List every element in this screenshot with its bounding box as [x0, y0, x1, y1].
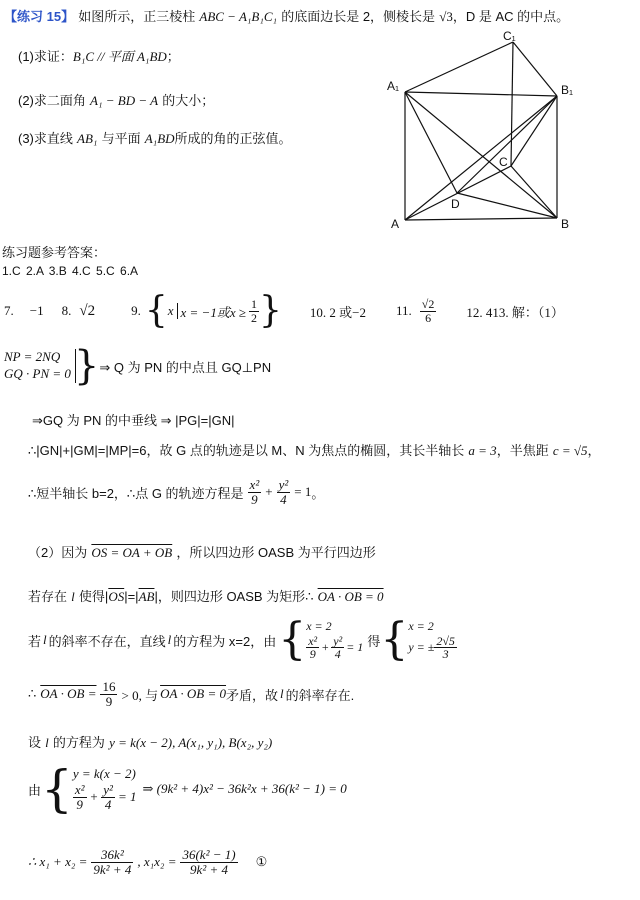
- sys3-y-frac: [101, 783, 115, 811]
- brace-right: }: [259, 290, 282, 331]
- edge-a1b1: [405, 92, 557, 96]
- q2-label: (2)求二面角: [18, 93, 86, 108]
- set-line-l: [28, 732, 272, 751]
- plus-sign: +: [265, 484, 273, 500]
- ellipse-eq: = 1: [294, 484, 312, 500]
- no-slope-line: [28, 614, 457, 665]
- intro-text: 如图所示，正三棱柱: [78, 9, 196, 24]
- edge-cc1: [511, 42, 513, 166]
- slope-x-frac: [306, 635, 319, 661]
- sys3-lines: [73, 766, 137, 811]
- prism-figure: [385, 28, 585, 238]
- dot-product-zero: OA · OB = 0: [317, 589, 384, 604]
- line-l-2: l: [43, 632, 47, 647]
- edge-a1c1: [405, 42, 513, 92]
- vieta-frac-1: [91, 848, 133, 876]
- contra-frac: [100, 680, 117, 708]
- slope-system: [306, 619, 363, 661]
- therefore: ∴: [305, 589, 314, 604]
- equation-mark: ①: [255, 854, 268, 870]
- label-c: C: [499, 155, 508, 169]
- contra-text-2: 矛盾，故: [226, 687, 279, 703]
- sy-den: 4: [334, 647, 341, 662]
- label-b1: B₁: [561, 83, 574, 97]
- line-ab1: [405, 96, 557, 220]
- setl-text: 设: [28, 735, 42, 750]
- sys3-brace: {: [41, 760, 73, 818]
- exists-text-4: |，则四边形 OASB 为矩形: [154, 589, 306, 604]
- s3y-den: 4: [104, 796, 112, 812]
- sqrt-three: √3: [439, 9, 453, 24]
- edge-b1c1: [513, 42, 557, 96]
- slope-text: 若: [28, 633, 42, 649]
- slope-result: [408, 619, 457, 661]
- part2-label: （2）因为: [28, 545, 88, 560]
- a9-num: 9.: [131, 303, 141, 318]
- part-2-line: [28, 542, 376, 561]
- label-a: A: [391, 217, 400, 231]
- vieta-line: [28, 848, 267, 876]
- question-3: [18, 128, 292, 147]
- exercise-statement: [4, 6, 569, 25]
- c-value: c = √5: [552, 443, 588, 458]
- sy-num: y²: [333, 633, 343, 648]
- label-d: D: [451, 197, 460, 211]
- q2-math: A₁ − BD − A: [90, 93, 159, 108]
- line-l-3: l: [167, 632, 172, 647]
- ellipse-x-frac: [248, 478, 262, 506]
- vieta-sum: ∴ x₁ + x₂ =: [28, 854, 88, 870]
- system-1-lines: [4, 349, 76, 383]
- sr-den: 3: [442, 647, 449, 662]
- s3y-num: y²: [103, 782, 113, 798]
- slope-text-2: 的斜率不存在，直线: [48, 633, 166, 649]
- system-1: [4, 343, 272, 389]
- a9-frac-num: 1: [251, 296, 257, 311]
- a7-val: −1: [29, 303, 44, 318]
- slope-sys-2: [306, 635, 363, 661]
- slope-res-2a: y = ±: [408, 640, 435, 654]
- ellipse-reason-line: [28, 440, 601, 459]
- sum-end: ，: [587, 443, 601, 458]
- a11-frac-num: √2: [421, 296, 435, 311]
- intro-text-2: 的底面边长是 2，侧棱长是: [281, 9, 436, 24]
- q3-math-1: AB₁: [77, 131, 98, 146]
- sys3-you: 由: [28, 782, 42, 798]
- a9-frac: [249, 298, 259, 324]
- sys1-brace: }: [73, 343, 100, 389]
- a-value: a = 3: [468, 443, 497, 458]
- label-a1: A₁: [387, 79, 400, 93]
- sr-num: 2√5: [436, 633, 455, 648]
- ey-den: 4: [280, 491, 287, 507]
- prism-name: ABC − A₁B₁C₁: [199, 9, 278, 24]
- q3-label: (3)求直线: [18, 131, 73, 146]
- ellipse-y-frac: [277, 478, 291, 506]
- a11-num: 11.: [396, 303, 412, 318]
- fill-in-answers: [4, 292, 564, 330]
- setl-math: y = k(x − 2), A(x₁, y₁), B(x₂, y₂): [109, 735, 273, 750]
- slope-res-1: x = 2: [408, 619, 434, 634]
- a9-cond: x = −1或x ≥: [180, 304, 246, 320]
- contra-dot: OA · OB =: [40, 686, 97, 702]
- exists-text: 若存在: [28, 589, 68, 604]
- cf-num: 16: [102, 679, 116, 694]
- slope-res-brace: {: [380, 614, 409, 665]
- v2-den: 9k² + 4: [190, 861, 228, 877]
- perp-bisector-line: ⇒GQ 为 PN 的中垂线 ⇒ |PG|=|GN|: [32, 413, 235, 428]
- a9-x: x: [168, 303, 178, 319]
- cf-den: 9: [105, 693, 113, 709]
- ellipse-equation-line: [28, 478, 324, 506]
- v1-den: 9k² + 4: [93, 861, 132, 877]
- q1-math: B₁C // 平面 A₁BD: [72, 49, 167, 64]
- slope-y-frac: [331, 635, 344, 661]
- a10: 10. 2 或−2: [309, 304, 366, 320]
- line-db1: [457, 96, 557, 193]
- a9-frac-den: 2: [251, 310, 257, 325]
- s3x-den: 9: [76, 796, 83, 812]
- a7-num: 7.: [4, 303, 14, 318]
- exercise-tag: 【练习 15】: [4, 9, 75, 24]
- answers-header: 练习题参考答案：: [2, 245, 107, 260]
- sys3-line2: [73, 783, 137, 811]
- v2-num: 36(k² − 1): [182, 847, 236, 862]
- sys1-line2: GQ · PN = 0: [4, 366, 71, 381]
- slope-res-2: [408, 635, 457, 661]
- sys3-line1: y = k(x − 2): [72, 766, 136, 782]
- a8-val: √2: [79, 302, 96, 319]
- a11-frac: [420, 298, 437, 324]
- sys3-eq: = 1: [117, 788, 137, 804]
- quadratic-result: ⇒ (9k² + 4)x² − 36k²x + 36(k² − 1) = 0: [142, 781, 347, 796]
- sys3-plus: +: [89, 788, 99, 804]
- rectangle-condition-line: [28, 586, 384, 605]
- slope-res-frac: [434, 635, 457, 661]
- question-2: [18, 90, 214, 109]
- q1-label: (1)求证：: [18, 49, 73, 64]
- part2-vector-eq: OS = OA + OB: [91, 545, 173, 560]
- slope-sys-1: x = 2: [306, 619, 332, 634]
- slope-de: 得: [367, 633, 381, 649]
- contra-dot-2: OA · OB = 0: [160, 686, 227, 702]
- line-l: l: [71, 589, 75, 604]
- vector-ab: $\overline{AB}$: [138, 589, 155, 604]
- minor-end: 。: [311, 485, 325, 501]
- vieta-frac-2: [180, 848, 237, 876]
- contra-text-3: 的斜率存在.: [285, 687, 355, 703]
- vieta-product: , x₁x₂ =: [137, 854, 177, 870]
- sys3-x-frac: [73, 783, 87, 811]
- label-b: B: [561, 217, 570, 231]
- edge-ab: [405, 218, 557, 220]
- q1-end: ；: [166, 49, 180, 64]
- sx-num: x²: [308, 633, 318, 648]
- sum-text: ∴|GN|+|GM|=|MP|=6，故 G 点的轨迹是以 M、N 为焦点的椭圆，其长半轴长: [28, 443, 465, 458]
- brace-left: {: [144, 290, 168, 331]
- ey-num: y²: [278, 477, 289, 492]
- a11-frac-den: 6: [425, 310, 432, 325]
- contra-text: > 0, 与: [121, 687, 159, 703]
- q3-text: 与平面: [101, 131, 141, 146]
- edge-bc: [511, 166, 557, 218]
- sys1-line1: NP = 2NQ: [4, 349, 61, 365]
- label-c1: C₁: [503, 29, 516, 43]
- contra-therefore: ∴: [28, 686, 37, 702]
- exists-text-3: |=|: [124, 589, 139, 604]
- a8-num: 8.: [61, 303, 72, 318]
- mc-answers: 1.C 2.A 3.B 4.C 5.C 6.A: [2, 264, 139, 278]
- system-3: [28, 760, 347, 818]
- ex-den: 9: [251, 491, 258, 507]
- s3x-num: x²: [74, 782, 85, 798]
- minor-axis-text: ∴短半轴长 b=2，∴点 G 的轨迹方程是: [28, 485, 244, 501]
- line-cb1: [511, 96, 557, 166]
- contra-l: l: [280, 686, 284, 702]
- sys1-result: ⇒ Q 为 PN 的中点且 GQ⊥PN: [99, 359, 272, 375]
- slope-text-3: 的方程为 x=2，由: [173, 633, 277, 649]
- ex-num: x²: [249, 477, 260, 492]
- v1-num: 36k²: [91, 848, 133, 863]
- q2-end: 的大小；: [162, 93, 215, 108]
- q3-end: 所成的角的正弦值。: [174, 131, 292, 146]
- slope-sys-eq: = 1: [346, 640, 364, 654]
- part2-text: ，所以四边形 OASB 为平行四边形: [176, 545, 376, 560]
- q3-math-2: A₁BD: [144, 131, 175, 146]
- slope-plus: +: [321, 640, 330, 654]
- setl-l: l: [45, 735, 49, 750]
- slope-sys-brace: {: [278, 614, 307, 665]
- a12: 12. 413. 解：（1）: [466, 304, 564, 320]
- setl-text-2: 的方程为: [52, 735, 105, 750]
- sx-den: 9: [309, 647, 316, 662]
- exists-text-2: 使得|: [78, 589, 109, 604]
- line-a1d: [405, 92, 457, 193]
- vector-os: $\overline{OS}$: [108, 589, 125, 604]
- intro-text-3: ，D 是 AC 的中点。: [452, 9, 570, 24]
- focal-text: ，半焦距: [496, 443, 549, 458]
- contradiction-line: [28, 680, 354, 708]
- question-1: [18, 46, 180, 65]
